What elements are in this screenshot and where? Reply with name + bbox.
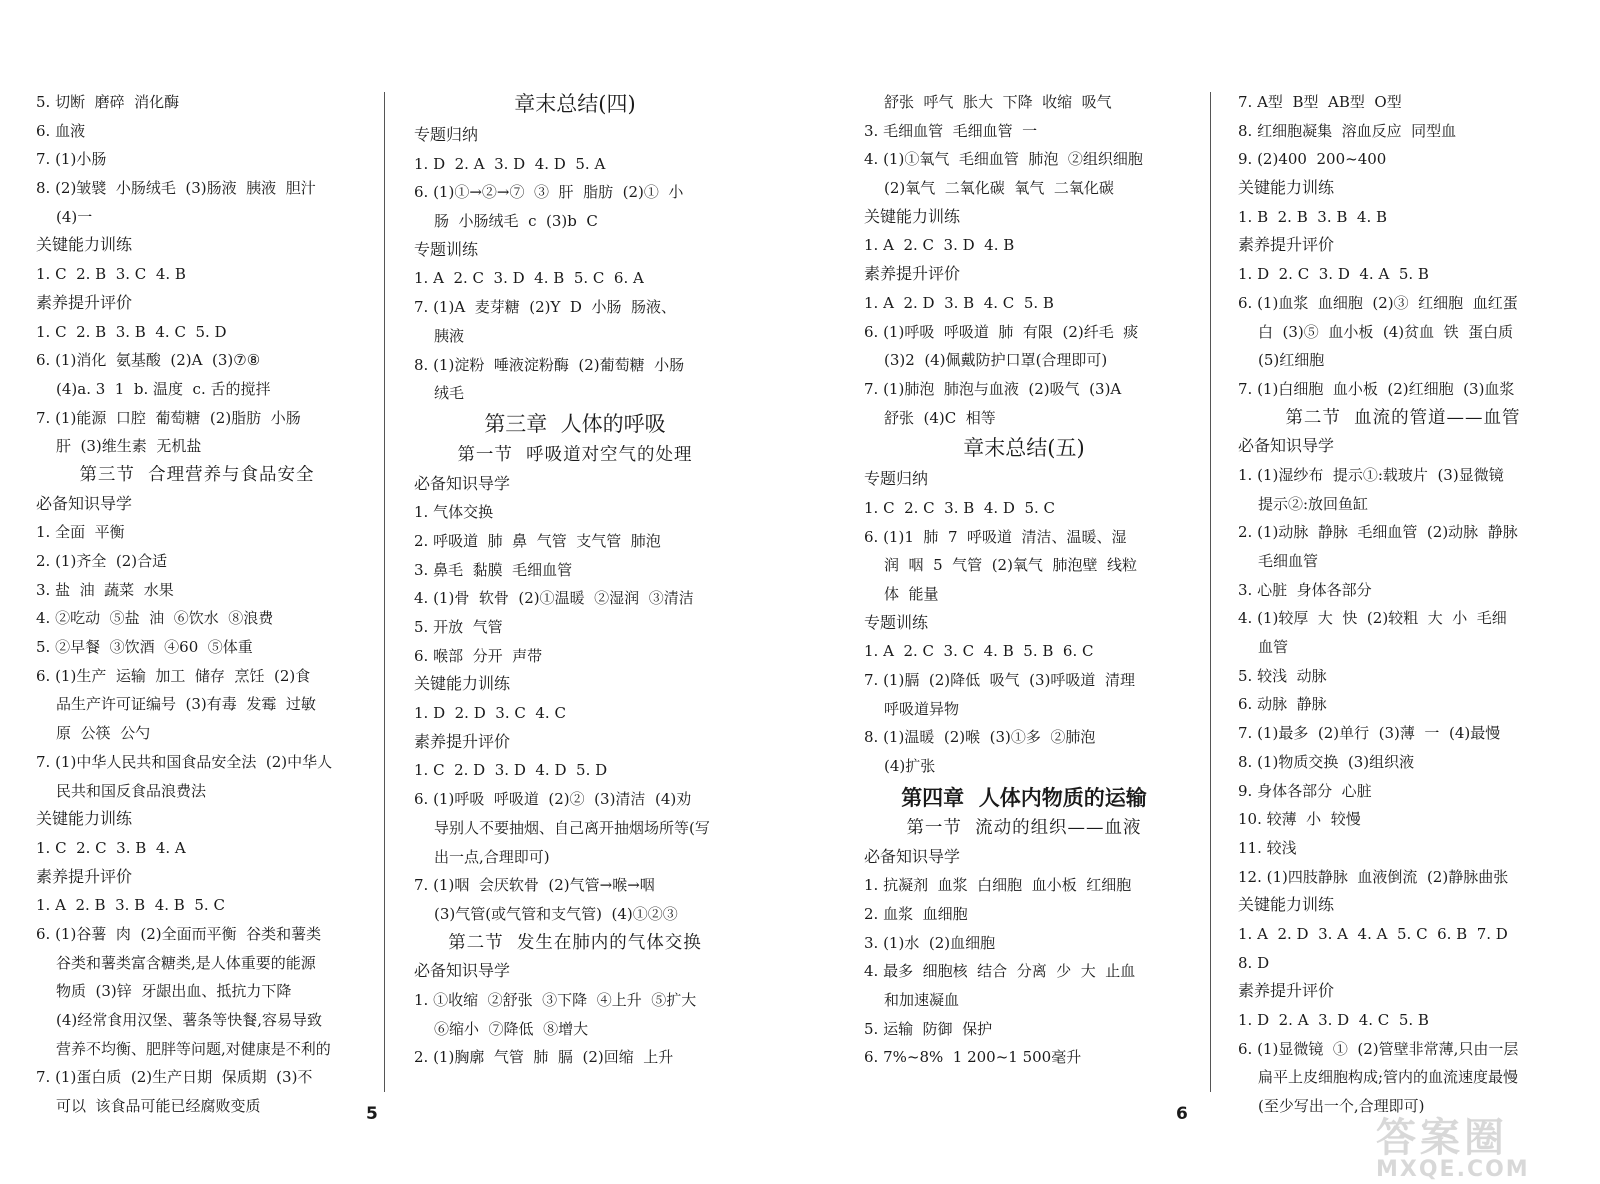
answer-line-continued: (2)氧气 二氧化碳 氧气 二氧化碳 <box>884 179 1114 198</box>
answer-line-continued: 润 咽 5 气管 (2)氧气 肺泡壁 线粒 <box>884 556 1138 575</box>
answer-line-continued: (4)扩张 <box>884 757 936 776</box>
answer-line: 1. A 2. B 3. B 4. B 5. C <box>36 896 225 915</box>
section-title: 第三节 合理营养与食品安全 <box>79 464 315 485</box>
answer-line-continued: 谷类和薯类富含糖类,是人体重要的能源 <box>56 953 316 972</box>
answer-line: 1. A 2. C 3. D 4. B <box>864 236 1015 255</box>
answer-line: 6. (1)1 肺 7 呼吸道 清洁、温暖、湿 <box>864 527 1127 546</box>
answer-line: 6. (1)消化 氨基酸 (2)A (3)⑦⑧ <box>36 351 261 370</box>
answer-line: 7. (1)蛋白质 (2)生产日期 保质期 (3)不 <box>36 1068 313 1087</box>
subsection-heading: 专题归纳 <box>864 469 929 489</box>
watermark-url: MXQE.COM <box>1376 1157 1530 1182</box>
answer-line-continued: (4)一 <box>56 207 93 226</box>
answer-line: 6. (1)呼吸 呼吸道 肺 有限 (2)纤毛 痰 <box>864 322 1139 341</box>
answer-line-continued: 原 公筷 公勺 <box>56 724 151 743</box>
subsection-heading: 必备知识导学 <box>414 473 511 493</box>
answer-line-continued: (至少写出一个,合理即可) <box>1258 1097 1425 1116</box>
answer-line-continued: 舒张 呼气 胀大 下降 收缩 吸气 <box>884 93 1112 111</box>
subsection-heading: 必备知识导学 <box>864 846 961 866</box>
answer-line: 6. 动脉 静脉 <box>1238 695 1327 714</box>
answer-line: 3. 鼻毛 黏膜 毛细血管 <box>414 560 573 579</box>
answer-line-continued: 体 能量 <box>884 585 939 603</box>
answer-line: 4. (1)较厚 大 快 (2)较粗 大 小 毛细 <box>1238 609 1507 628</box>
answer-line-continued: 呼吸道异物 <box>884 699 960 718</box>
answer-line-continued: (3)2 (4)佩戴防护口罩(合理即可) <box>884 351 1108 370</box>
answer-line: 2. (1)动脉 静脉 毛细血管 (2)动脉 静脉 <box>1238 523 1518 542</box>
watermark-logo <box>1376 1106 1582 1182</box>
answer-line: 2. (1)齐全 (2)合适 <box>36 552 168 570</box>
answer-line: 1. B 2. B 3. B 4. B <box>1238 207 1388 226</box>
subsection-heading: 关键能力训练 <box>414 674 511 694</box>
answer-line: 1. C 2. C 3. B 4. D 5. C <box>864 498 1056 517</box>
answer-line: 3. 盐 油 蔬菜 水果 <box>36 580 174 599</box>
answer-line: 6. (1)呼吸 呼吸道 (2)② (3)清洁 (4)劝 <box>414 790 692 809</box>
section-title: 第二节 血流的管道——血管 <box>1285 407 1521 428</box>
answer-line: 3. 心脏 身体各部分 <box>1238 580 1372 599</box>
answer-line: 9. (2)400 200~400 <box>1238 150 1387 169</box>
answer-column-2 <box>414 88 736 1072</box>
answer-line-continued: (4)经常食用汉堡、薯条等快餐,容易导致 <box>56 1011 323 1029</box>
answer-line: 1. C 2. B 3. C 4. B <box>36 265 186 284</box>
answer-line: 8. (2)皱襞 小肠绒毛 (3)肠液 胰液 胆汁 <box>36 179 316 198</box>
answer-line: 6. 7%~8% 1 200~1 500毫升 <box>864 1048 1082 1067</box>
subsection-heading: 素养提升评价 <box>864 264 961 284</box>
column-divider <box>1210 92 1211 1092</box>
subsection-heading: 素养提升评价 <box>1238 981 1335 1001</box>
answer-line: 4. ②吃动 ⑤盐 油 ⑥饮水 ⑧浪费 <box>36 609 274 628</box>
page-number-left: 5 <box>366 1104 378 1124</box>
answer-line: 5. 运输 防御 保护 <box>864 1019 993 1038</box>
answer-line: 8. (1)淀粉 唾液淀粉酶 (2)葡萄糖 小肠 <box>414 355 685 374</box>
answer-line-continued: 民共和国反食品浪费法 <box>56 781 207 800</box>
answer-line: 3. (1)水 (2)血细胞 <box>864 933 996 952</box>
subsection-heading: 专题归纳 <box>414 125 479 144</box>
answer-line-continued: ⑥缩小 ⑦降低 ⑧增大 <box>434 1019 589 1038</box>
answer-line: 7. (1)白细胞 血小板 (2)红细胞 (3)血浆 <box>1238 379 1515 398</box>
answer-line-continued: 胰液 <box>434 326 465 345</box>
answer-line: 7. (1)膈 (2)降低 吸气 (3)呼吸道 清理 <box>864 671 1135 690</box>
column-divider <box>384 92 385 1092</box>
answer-line: 7. (1)小肠 <box>36 150 107 169</box>
answer-line: 7. (1)最多 (2)单行 (3)薄 一 (4)最慢 <box>1238 724 1501 743</box>
answer-line: 1. A 2. D 3. B 4. C 5. B <box>864 293 1054 312</box>
answer-line: 4. (1)①氧气 毛细血管 肺泡 ②组织细胞 <box>864 150 1143 169</box>
answer-line: 12. (1)四肢静脉 血液倒流 (2)静脉曲张 <box>1238 867 1509 886</box>
answer-line-continued: 可以 该食品可能已经腐败变质 <box>56 1097 261 1116</box>
answer-line-continued: 绒毛 <box>434 384 465 403</box>
answer-line: 7. (1)咽 会厌软骨 (2)气管→喉→咽 <box>414 876 655 895</box>
answer-line: 1. D 2. C 3. D 4. A 5. B <box>1238 265 1429 284</box>
subsection-heading: 必备知识导学 <box>1238 436 1335 456</box>
answer-line-continued: 血管 <box>1258 638 1289 657</box>
answer-line-continued: 出一点,合理即可) <box>434 847 550 866</box>
answer-line: 5. 开放 气管 <box>414 618 503 636</box>
answer-line-continued: 舒张 (4)C 相等 <box>884 408 996 427</box>
subsection-heading: 关键能力训练 <box>36 809 133 829</box>
answer-line: 6. 喉部 分开 声带 <box>414 646 543 665</box>
answer-line: 9. 身体各部分 心脏 <box>1238 781 1372 800</box>
answer-line: 5. 较浅 动脉 <box>1238 666 1327 685</box>
answer-line: 8. 红细胞凝集 溶血反应 同型血 <box>1238 121 1457 140</box>
answer-line: 1. A 2. C 3. C 4. B 5. B 6. C <box>864 642 1094 661</box>
answer-line: 5. ②早餐 ③饮酒 ④60 ⑤体重 <box>36 638 253 657</box>
answer-line: 1. 抗凝剂 血浆 白细胞 血小板 红细胞 <box>864 876 1132 895</box>
answer-line-continued: 肠 小肠绒毛 c (3)b C <box>434 212 598 231</box>
answer-line-continued: 提示②:放回鱼缸 <box>1258 494 1369 513</box>
answer-line: 6. (1)显微镜 ① (2)管壁非常薄,只由一层 <box>1238 1039 1519 1058</box>
answer-line-continued: 物质 (3)锌 牙龈出血、抵抗力下降 <box>56 982 292 1001</box>
subsection-heading: 必备知识导学 <box>36 493 133 513</box>
answer-line: 10. 较薄 小 较慢 <box>1238 810 1361 829</box>
answer-line: 1. 全面 平衡 <box>36 523 125 542</box>
answer-line: 1. C 2. D 3. D 4. D 5. D <box>414 761 608 780</box>
answer-line: 6. (1)①→②→⑦ ③ 肝 脂肪 (2)① 小 <box>414 183 684 202</box>
answer-line-continued: 白 (3)⑤ 血小板 (4)贫血 铁 蛋白质 <box>1258 322 1514 341</box>
answer-line: 6. 血液 <box>36 121 86 140</box>
section-title: 第二节 发生在肺内的气体交换 <box>448 932 702 953</box>
answer-line: 1. (1)湿纱布 提示①:载玻片 (3)显微镜 <box>1238 465 1504 484</box>
answer-line-continued: 和加速凝血 <box>884 990 960 1009</box>
answer-line-continued: 品生产许可证编号 (3)有毒 发霉 过敏 <box>56 695 316 714</box>
subsection-heading: 关键能力训练 <box>1238 178 1335 198</box>
subsection-heading: 专题训练 <box>414 239 479 259</box>
answer-line-continued: 导别人不要抽烟、自己离开抽烟场所等(写 <box>434 818 710 837</box>
subsection-heading: 素养提升评价 <box>36 866 133 886</box>
answer-line: 1. C 2. B 3. B 4. C 5. D <box>36 322 227 341</box>
answer-line-continued: (5)红细胞 <box>1258 351 1325 370</box>
answer-line: 7. (1)能源 口腔 葡萄糖 (2)脂肪 小肠 <box>36 408 301 427</box>
chapter-title: 第四章 人体内物质的运输 <box>901 784 1147 810</box>
subsection-heading: 专题训练 <box>864 612 929 632</box>
answer-line-continued: 肝 (3)维生素 无机盐 <box>56 437 202 456</box>
answer-line: 1. D 2. A 3. D 4. C 5. B <box>1238 1011 1429 1029</box>
answer-line: 6. (1)血浆 血细胞 (2)③ 红细胞 血红蛋 <box>1238 293 1518 312</box>
answer-line: 2. (1)胸廓 气管 肺 膈 (2)回缩 上升 <box>414 1048 674 1067</box>
answer-line: 1. D 2. A 3. D 4. D 5. A <box>414 154 606 173</box>
answer-line: 11. 较浅 <box>1238 838 1297 857</box>
answer-line: 1. A 2. C 3. D 4. B 5. C 6. A <box>414 269 644 288</box>
subsection-heading: 必备知识导学 <box>414 961 511 981</box>
answer-line: 7. (1)肺泡 肺泡与血液 (2)吸气 (3)A <box>864 379 1122 398</box>
answer-column-1 <box>36 88 358 1121</box>
subsection-heading: 关键能力训练 <box>1238 895 1335 915</box>
answer-column-4 <box>1238 88 1568 1121</box>
answer-line: 1. C 2. C 3. B 4. A <box>36 838 186 857</box>
answer-line-continued: (3)气管(或气管和支气管) (4)①②③ <box>434 904 678 923</box>
answer-line: 6. (1)谷薯 肉 (2)全面而平衡 谷类和薯类 <box>36 924 322 943</box>
section-title: 第一节 呼吸道对空气的处理 <box>457 444 693 465</box>
chapter-summary-title: 章末总结(四) <box>514 92 636 116</box>
answer-line-continued: (4)a. 3 1 b. 温度 c. 舌的搅拌 <box>56 379 271 398</box>
answer-line: 1. A 2. D 3. A 4. A 5. C 6. B 7. D <box>1238 924 1508 943</box>
answer-line: 8. D <box>1238 953 1270 972</box>
answer-line: 3. 毛细血管 毛细血管 一 <box>864 121 1038 140</box>
subsection-heading: 关键能力训练 <box>864 206 961 226</box>
answer-line: 1. 气体交换 <box>414 503 494 522</box>
page-number-right: 6 <box>1176 1104 1188 1124</box>
subsection-heading: 素养提升评价 <box>1238 235 1335 255</box>
watermark-text: 答案圈 <box>1376 1115 1508 1161</box>
answer-line: 1. ①收缩 ②舒张 ③下降 ④上升 ⑤扩大 <box>414 990 697 1009</box>
answer-line: 5. 切断 磨碎 消化酶 <box>36 93 180 111</box>
answer-line: 8. (1)物质交换 (3)组织液 <box>1238 752 1415 771</box>
answer-line: 7. (1)A 麦芽糖 (2)Y D 小肠 肠液、 <box>414 298 677 317</box>
answer-line: 7. (1)中华人民共和国食品安全法 (2)中华人 <box>36 752 333 771</box>
subsection-heading: 素养提升评价 <box>36 292 133 312</box>
subsection-heading: 关键能力训练 <box>36 235 133 255</box>
chapter-summary-title: 第三章 人体的呼吸 <box>484 411 666 436</box>
answer-line: 6. (1)生产 运输 加工 储存 烹饪 (2)食 <box>36 666 311 685</box>
answer-line-continued: 毛细血管 <box>1258 552 1319 570</box>
answer-line: 4. (1)骨 软骨 (2)①温暖 ②湿润 ③清洁 <box>414 589 694 608</box>
answer-line: 1. D 2. D 3. C 4. C <box>414 704 566 723</box>
chapter-summary-title: 章末总结(五) <box>963 436 1085 461</box>
answer-line: 2. 血浆 血细胞 <box>864 904 968 923</box>
answer-line: 4. 最多 细胞核 结合 分离 少 大 止血 <box>864 962 1136 981</box>
answer-line: 2. 呼吸道 肺 鼻 气管 支气管 肺泡 <box>414 531 661 550</box>
section-title: 第一节 流动的组织——血液 <box>906 817 1142 838</box>
answer-line: 8. (1)温暖 (2)喉 (3)①多 ②肺泡 <box>864 728 1096 747</box>
answer-line: 7. A型 B型 AB型 O型 <box>1238 93 1402 111</box>
answer-column-3 <box>864 88 1184 1072</box>
subsection-heading: 素养提升评价 <box>414 731 511 751</box>
answer-line-continued: 营养不均衡、肥胖等问题,对健康是不利的 <box>56 1039 331 1058</box>
answer-line-continued: 扁平上皮细胞构成;管内的血流速度最慢 <box>1258 1068 1519 1087</box>
